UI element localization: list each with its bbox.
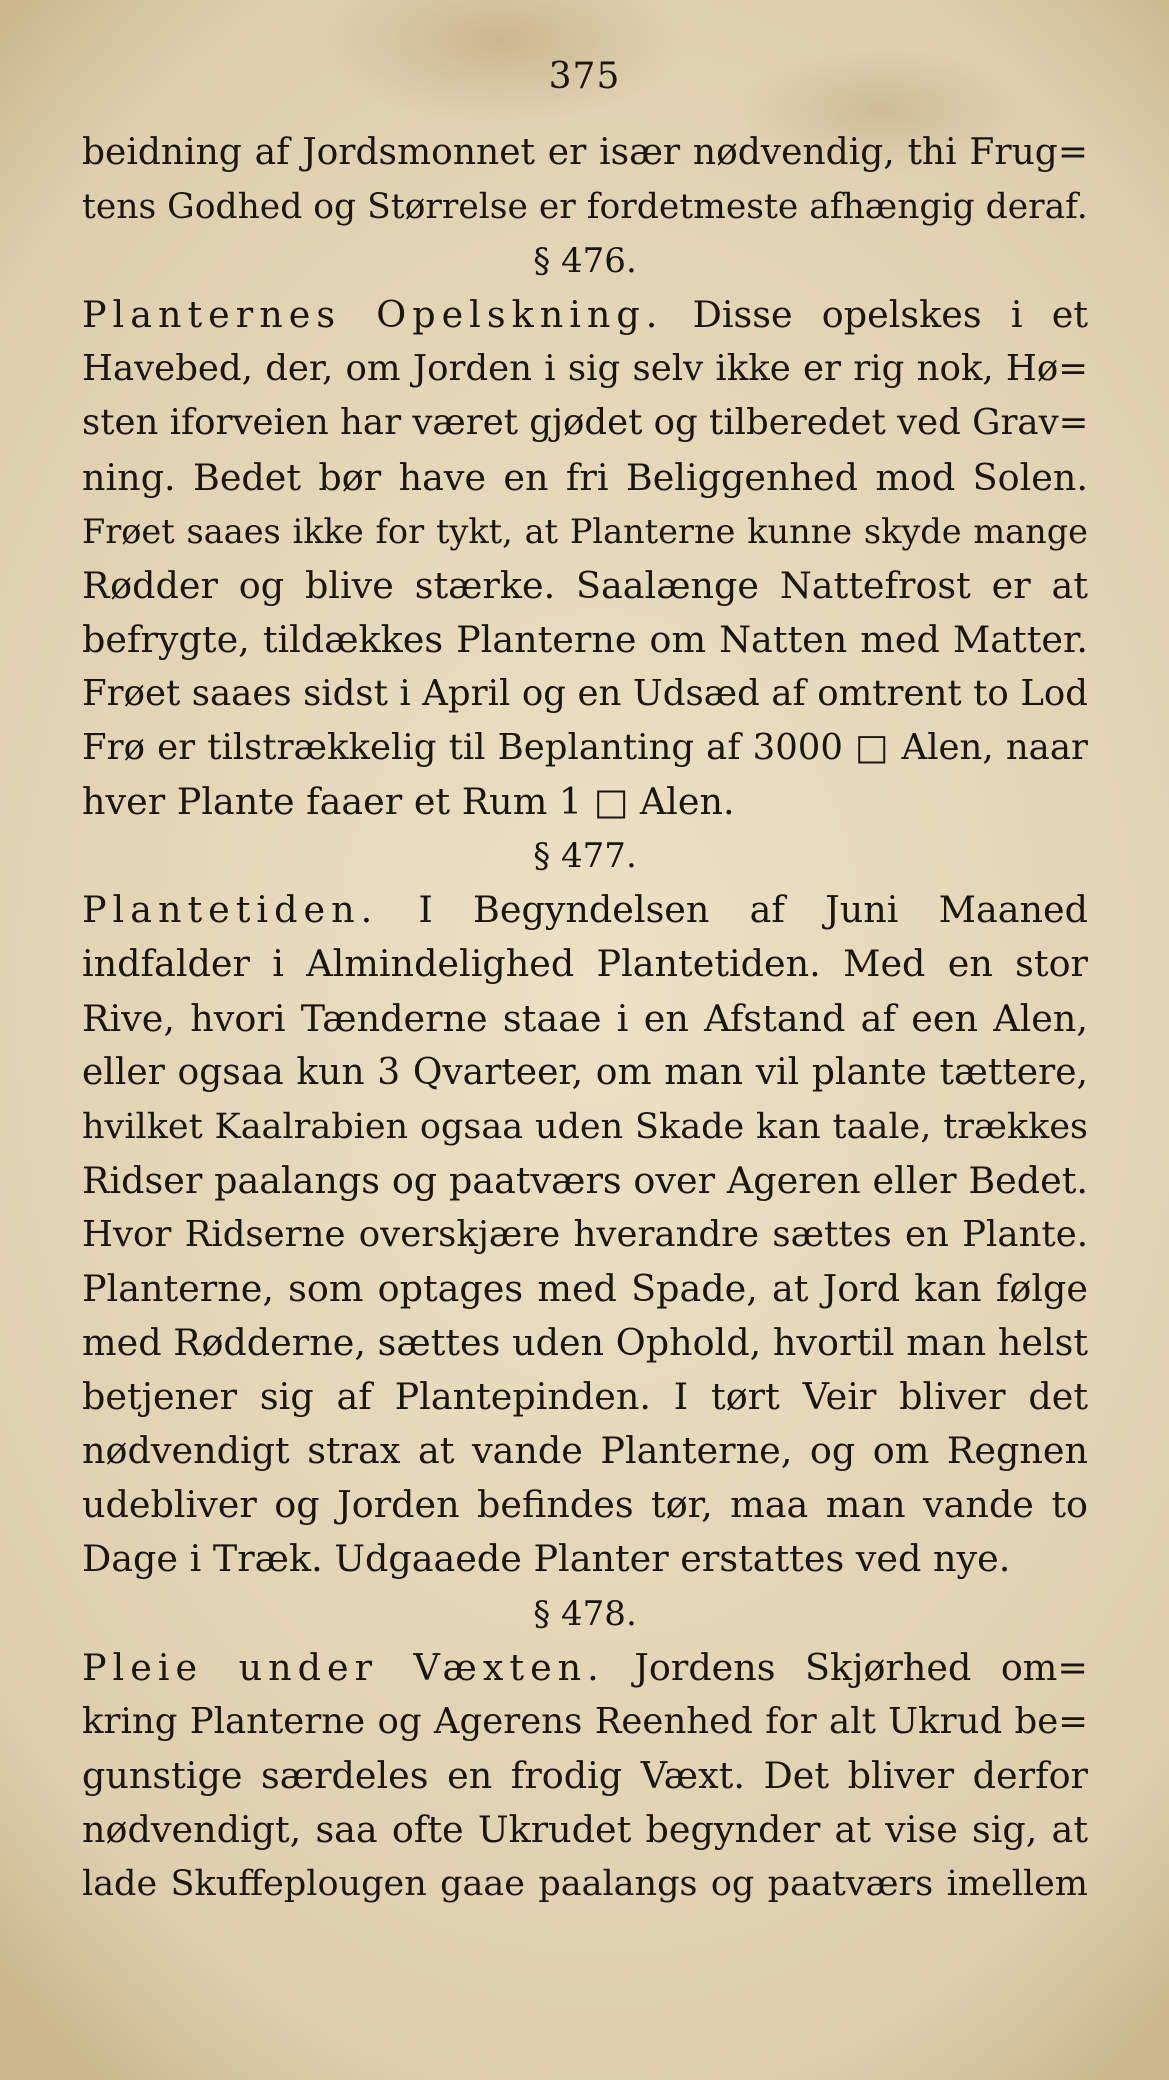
line-text: nødvendigt strax at vande Planterne, og om Regnen <box>82 1429 1088 1473</box>
text-line <box>82 1478 1088 1532</box>
line-text: Ridser paalangs og paatværs over Ageren eller Bedet. <box>82 1158 1088 1202</box>
line-text: udebliver og Jorden befindes tør, maa man vande to <box>82 1483 1088 1527</box>
page-number: 375 <box>548 56 621 97</box>
section-heading: Pleie under Væxten. <box>82 1645 605 1689</box>
line-text: hvilket Kaalrabien ogsaa uden Skade kan taale, trækkes <box>82 1106 1088 1147</box>
text-line <box>82 288 1088 342</box>
line-text: ning. Bedet bør have en fri Beliggenhed mod Solen. <box>82 455 1088 499</box>
text-line <box>82 505 1088 559</box>
text-line <box>82 1262 1088 1316</box>
text-line <box>82 1316 1088 1370</box>
line-text: eller ogsaa kun 3 Qvarteer, om man vil plante tættere, <box>82 1051 1088 1093</box>
line-text: med Rødderne, sættes uden Ophold, hvortil man helst <box>82 1321 1088 1365</box>
text-line <box>82 342 1088 396</box>
text-line <box>82 1803 1088 1857</box>
line-text: § 478. <box>533 1593 637 1634</box>
text-line <box>82 667 1088 721</box>
line-text: Frøet saaes ikke for tykt, at Planterne kunne skyde mange <box>82 511 1088 551</box>
text-line <box>82 1695 1088 1749</box>
text-line <box>82 937 1088 991</box>
text-line <box>82 451 1088 505</box>
text-line <box>82 1100 1088 1154</box>
line-text: nødvendigt, saa ofte Ukrudet begynder at vise sig, at <box>82 1807 1088 1851</box>
line-text: beidning af Jordsmonnet er især nødvendig, thi Frug= <box>82 132 1088 173</box>
line-text: § 476. <box>533 241 637 282</box>
line-text: Planterne, som optages med Spade, at Jord kan følge <box>82 1266 1088 1310</box>
text-line <box>82 1208 1088 1262</box>
section-heading: Planternes Opelskning. <box>82 293 664 337</box>
line-text: kring Planterne og Agerens Reenhed for alt Ukrud be= <box>82 1700 1088 1742</box>
line-text: indfalder i Almindelighed Plantetiden. Med en stor <box>82 942 1088 986</box>
line-text: Hvor Ridserne overskjære hverandre sættes en Plante. <box>82 1213 1088 1255</box>
line-text: befrygte, tildækkes Planterne om Natten med Matter. <box>82 617 1088 661</box>
text-line <box>82 613 1088 667</box>
line-text: Frø er tilstrækkelig til Beplanting af 3000 □ Alen, naar <box>82 727 1088 769</box>
line-text: Rødder og blive stærke. Saalænge Nattefrost er at <box>82 563 1088 607</box>
text-line <box>82 180 1088 234</box>
text-line <box>82 1370 1088 1424</box>
text-line <box>82 1046 1088 1100</box>
line-text: Rive, hvori Tænderne staae i en Afstand af een Alen, <box>82 996 1088 1040</box>
line-text: gunstige særdeles en frodig Væxt. Det bliver derfor <box>82 1753 1088 1797</box>
text-line <box>82 126 1088 180</box>
text-line <box>82 1532 1088 1586</box>
text-line <box>82 1424 1088 1478</box>
line-text: sten iforveien har været gjødet og tilberedet ved Grav= <box>82 402 1088 444</box>
text-line <box>82 1749 1088 1803</box>
line-text: Dage i Træk. Udgaaede Planter erstattes ved nye. <box>82 1537 1011 1581</box>
line-text: Havebed, der, om Jorden i sig selv ikke er rig nok, Hø= <box>82 348 1088 390</box>
text-line <box>82 1857 1088 1911</box>
line-text: § 477. <box>533 836 637 877</box>
line-text: Disse opelskes i et <box>663 293 1088 337</box>
line-text: tens Godhed og Størrelse er fordetmeste afhængig deraf. <box>82 187 1088 228</box>
line-text: Frøet saaes sidst i April og en Udsæd af omtrent to Lod <box>82 672 1088 714</box>
text-line <box>82 1641 1088 1695</box>
text-line <box>82 721 1088 775</box>
text-line <box>82 775 1088 829</box>
text-line <box>82 559 1088 613</box>
text-line <box>82 992 1088 1046</box>
section-heading: Plantetiden. <box>82 888 379 932</box>
line-text: lade Skuffeplougen gaae paalangs og paatværs imellem <box>82 1864 1088 1904</box>
line-text: betjener sig af Plantepinden. I tørt Veir bliver det <box>82 1375 1088 1419</box>
text-line <box>82 883 1088 937</box>
section-number <box>82 829 1088 883</box>
line-text: I Begyndelsen af Juni Maaned <box>378 888 1088 932</box>
section-number <box>82 234 1088 288</box>
section-number <box>82 1587 1088 1641</box>
body-text <box>82 126 1088 1911</box>
text-line <box>82 1154 1088 1208</box>
text-line <box>82 396 1088 450</box>
line-text: Jordens Skjørhed om= <box>604 1645 1088 1689</box>
line-text: hver Plante faaer et Rum 1 □ Alen. <box>82 780 735 824</box>
